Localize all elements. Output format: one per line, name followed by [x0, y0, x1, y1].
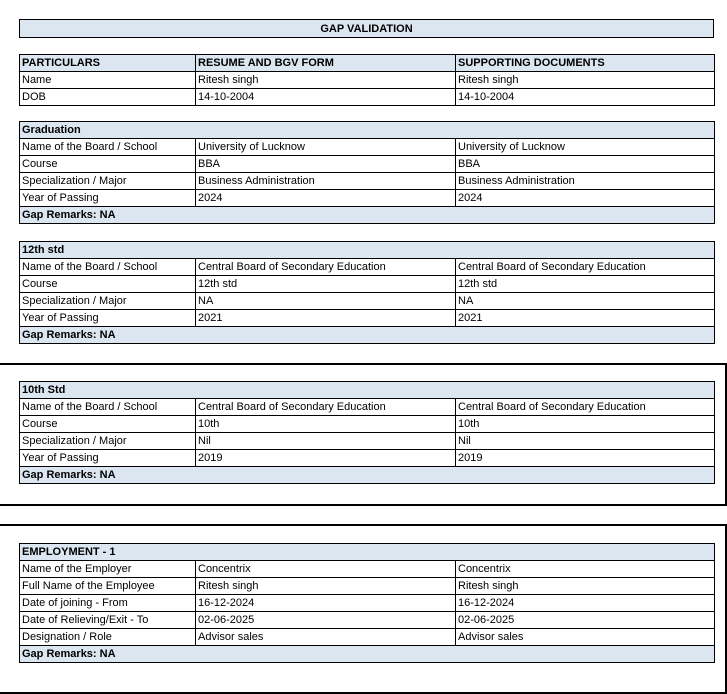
cell-label: Year of Passing — [20, 450, 196, 467]
cell-label: Name of the Board / School — [20, 259, 196, 276]
table-row — [20, 89, 715, 106]
table-row — [20, 259, 715, 276]
cell-label: DOB — [20, 89, 196, 106]
cell-resume: Ritesh singh — [196, 72, 456, 89]
cell-supporting: NA — [456, 293, 715, 310]
cell-supporting: Ritesh singh — [456, 578, 715, 595]
cell-label: Specialization / Major — [20, 173, 196, 190]
cell-supporting: Concentrix — [456, 561, 715, 578]
table-row — [20, 173, 715, 190]
table-row — [20, 399, 715, 416]
section-heading: 10th Std — [20, 382, 715, 399]
cell-resume: Advisor sales — [196, 629, 456, 646]
cell-label: Course — [20, 276, 196, 293]
cell-label: Year of Passing — [20, 190, 196, 207]
cell-resume: NA — [196, 293, 456, 310]
cell-supporting: 2019 — [456, 450, 715, 467]
cell-resume: 2024 — [196, 190, 456, 207]
cell-resume: 02-06-2025 — [196, 612, 456, 629]
cell-resume: Central Board of Secondary Education — [196, 399, 456, 416]
std10-table — [19, 381, 715, 484]
table-row — [20, 416, 715, 433]
cell-resume: Concentrix — [196, 561, 456, 578]
header-supporting: SUPPORTING DOCUMENTS — [456, 55, 715, 72]
cell-supporting: 14-10-2004 — [456, 89, 715, 106]
cell-label: Course — [20, 416, 196, 433]
cell-supporting: 12th std — [456, 276, 715, 293]
cell-supporting: Advisor sales — [456, 629, 715, 646]
cell-resume: 14-10-2004 — [196, 89, 456, 106]
cell-label: Name of the Board / School — [20, 399, 196, 416]
table-row — [20, 561, 715, 578]
cell-label: Designation / Role — [20, 629, 196, 646]
table-row — [20, 190, 715, 207]
cell-supporting: 02-06-2025 — [456, 612, 715, 629]
cell-resume: 12th std — [196, 276, 456, 293]
table-row — [20, 72, 715, 89]
table-row — [20, 433, 715, 450]
cell-resume: University of Lucknow — [196, 139, 456, 156]
std12-table — [19, 241, 715, 344]
cell-supporting: 16-12-2024 — [456, 595, 715, 612]
cell-supporting: BBA — [456, 156, 715, 173]
cell-label: Year of Passing — [20, 310, 196, 327]
cell-supporting: 2021 — [456, 310, 715, 327]
cell-label: Date of joining - From — [20, 595, 196, 612]
cell-label: Specialization / Major — [20, 433, 196, 450]
table-row — [20, 310, 715, 327]
cell-resume: Nil — [196, 433, 456, 450]
employment-table — [19, 543, 715, 663]
table-row — [20, 276, 715, 293]
cell-resume: BBA — [196, 156, 456, 173]
cell-supporting: 10th — [456, 416, 715, 433]
cell-supporting: Nil — [456, 433, 715, 450]
gap-remarks: Gap Remarks: NA — [20, 207, 715, 224]
cell-resume: Business Administration — [196, 173, 456, 190]
section-heading: 12th std — [20, 242, 715, 259]
cell-resume: 10th — [196, 416, 456, 433]
header-particulars: PARTICULARS — [20, 55, 196, 72]
gap-remarks: Gap Remarks: NA — [20, 467, 715, 484]
gap-remarks: Gap Remarks: NA — [20, 327, 715, 344]
header-row — [20, 55, 715, 72]
cell-supporting: University of Lucknow — [456, 139, 715, 156]
cell-label: Date of Relieving/Exit - To — [20, 612, 196, 629]
cell-label: Name of the Board / School — [20, 139, 196, 156]
cell-supporting: Ritesh singh — [456, 72, 715, 89]
table-row — [20, 450, 715, 467]
section-heading: EMPLOYMENT - 1 — [20, 544, 715, 561]
cell-supporting: 2024 — [456, 190, 715, 207]
cell-resume: 2021 — [196, 310, 456, 327]
table-row — [20, 293, 715, 310]
title-table — [19, 19, 714, 38]
personal-table — [19, 54, 715, 106]
table-row — [20, 139, 715, 156]
cell-supporting: Business Administration — [456, 173, 715, 190]
table-row — [20, 595, 715, 612]
cell-label: Name — [20, 72, 196, 89]
header-resume: RESUME AND BGV FORM — [196, 55, 456, 72]
gap-remarks: Gap Remarks: NA — [20, 646, 715, 663]
table-row — [20, 578, 715, 595]
table-row — [20, 629, 715, 646]
cell-supporting: Central Board of Secondary Education — [456, 259, 715, 276]
table-row — [20, 612, 715, 629]
table-row — [20, 156, 715, 173]
cell-resume: Ritesh singh — [196, 578, 456, 595]
page-title: GAP VALIDATION — [20, 20, 714, 38]
cell-resume: 16-12-2024 — [196, 595, 456, 612]
section-heading: Graduation — [20, 122, 715, 139]
cell-label: Course — [20, 156, 196, 173]
cell-label: Specialization / Major — [20, 293, 196, 310]
cell-resume: 2019 — [196, 450, 456, 467]
graduation-table — [19, 121, 715, 224]
cell-resume: Central Board of Secondary Education — [196, 259, 456, 276]
cell-label: Name of the Employer — [20, 561, 196, 578]
cell-label: Full Name of the Employee — [20, 578, 196, 595]
cell-supporting: Central Board of Secondary Education — [456, 399, 715, 416]
